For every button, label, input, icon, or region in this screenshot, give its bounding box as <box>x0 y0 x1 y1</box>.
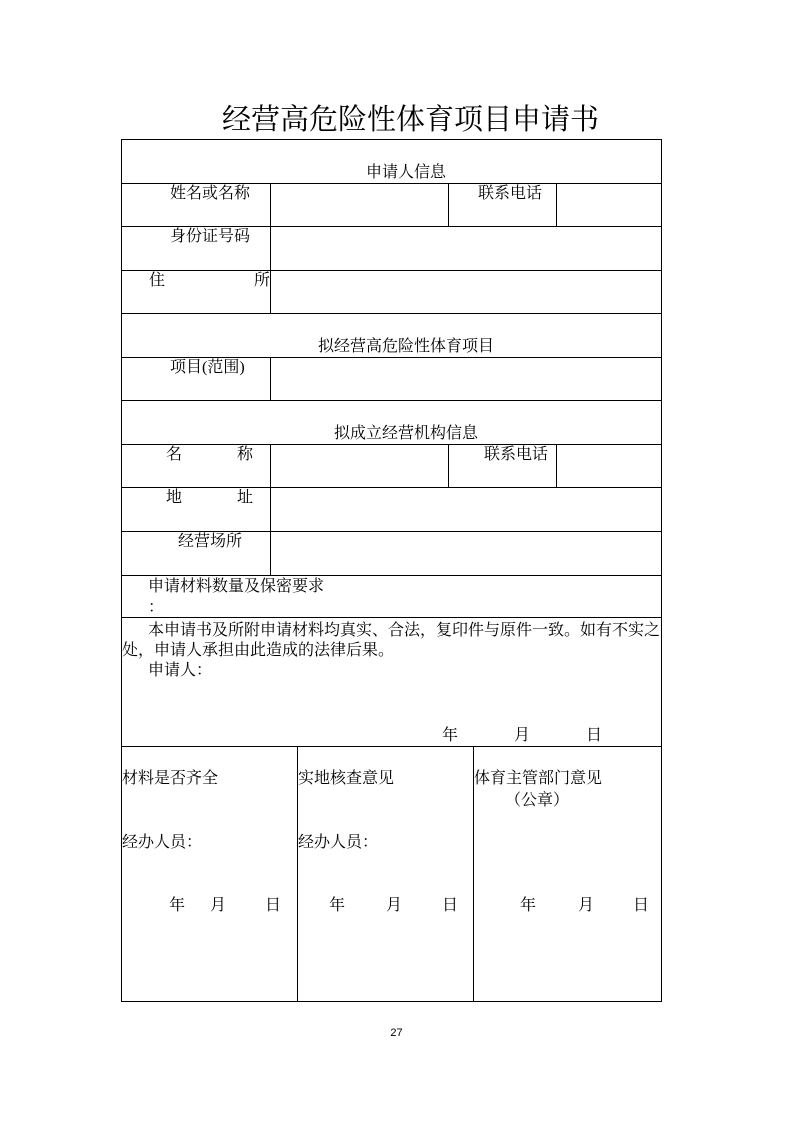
review-date-year: 年 <box>169 897 186 914</box>
applicant-address-label-start: 住 <box>149 272 166 289</box>
materials-colon: ： <box>148 599 165 616</box>
applicant-name-label-cell <box>121 183 271 227</box>
applicant-section-row <box>121 139 662 184</box>
review-column-heading: 材料是否齐全 <box>122 770 219 787</box>
review-date-year: 年 <box>329 897 346 914</box>
review-site-inspection-column <box>297 746 474 1002</box>
declaration-date-year: 年 <box>442 727 459 744</box>
organization-venue-label: 经营场所 <box>178 533 243 550</box>
review-handler-label: 经办人员： <box>122 834 203 851</box>
organization-venue-value-field <box>270 531 662 576</box>
applicant-address-label-cell <box>121 270 271 314</box>
applicant-name-value-field <box>270 183 449 227</box>
form-title: 经营高危险性体育项目申请书 <box>222 104 600 136</box>
organization-phone-value-field <box>556 444 662 488</box>
review-date-day: 日 <box>633 897 650 914</box>
project-scope-label-cell <box>121 357 271 401</box>
declaration-row <box>121 617 662 747</box>
applicant-phone-value-field <box>556 183 662 227</box>
organization-phone-label-cell <box>448 444 557 488</box>
application-form-table <box>121 139 662 1002</box>
declaration-date-day: 日 <box>586 727 603 744</box>
project-scope-value-field <box>270 357 662 401</box>
declaration-date-month: 月 <box>514 727 531 744</box>
organization-name-label-cell <box>121 444 271 488</box>
review-date-year: 年 <box>520 897 537 914</box>
organization-address-label-start: 地 <box>166 489 183 506</box>
applicant-section-heading: 申请人信息 <box>365 164 446 181</box>
organization-name-value-field <box>270 444 449 488</box>
organization-name-label-start: 名 <box>166 446 183 463</box>
review-date-month: 月 <box>386 897 403 914</box>
review-date-day: 日 <box>265 897 282 914</box>
review-date-month: 月 <box>210 897 227 914</box>
applicant-address-label-end: 所 <box>253 272 270 289</box>
page-number: 27 <box>390 1027 403 1039</box>
review-materials-complete-column <box>121 746 298 1002</box>
applicant-id-label-cell <box>121 226 271 271</box>
materials-row <box>121 575 662 618</box>
applicant-phone-label: 联系电话 <box>478 185 543 202</box>
organization-phone-label: 联系电话 <box>484 446 549 463</box>
applicant-name-label: 姓名或名称 <box>170 185 251 202</box>
applicant-phone-label-cell <box>448 183 557 227</box>
review-column-heading: 实地核查意见 <box>298 770 395 787</box>
project-section-heading: 拟经营高危险性体育项目 <box>317 338 494 355</box>
review-sports-authority-column <box>473 746 662 1002</box>
review-date-month: 月 <box>578 897 595 914</box>
review-date-day: 日 <box>442 897 459 914</box>
applicant-id-label: 身份证号码 <box>170 228 251 245</box>
applicant-id-value-field <box>270 226 662 271</box>
project-scope-label: 项目(范围) <box>170 359 245 376</box>
review-handler-label: 经办人员： <box>298 834 379 851</box>
organization-address-label-end: 址 <box>236 489 253 506</box>
organization-venue-label-cell <box>121 531 271 576</box>
organization-section-heading: 拟成立经营机构信息 <box>333 425 478 442</box>
declaration-statement: 本申请书及所附申请材料均真实、合法，复印件与原件一致。如有不实之处，申请人承担由此造成的法律后果。 <box>122 622 661 659</box>
project-section-row <box>121 313 662 358</box>
review-column-heading: 体育主管部门意见 <box>474 770 603 787</box>
organization-name-label-end: 称 <box>236 446 253 463</box>
materials-label: 申请材料数量及保密要求 <box>148 578 325 595</box>
review-seal-note: （公章） <box>505 792 570 809</box>
organization-section-row <box>121 400 662 445</box>
organization-address-value-field <box>270 487 662 532</box>
applicant-address-value-field <box>270 270 662 314</box>
organization-address-label-cell <box>121 487 271 532</box>
declaration-signature-label: 申请人： <box>148 662 213 679</box>
